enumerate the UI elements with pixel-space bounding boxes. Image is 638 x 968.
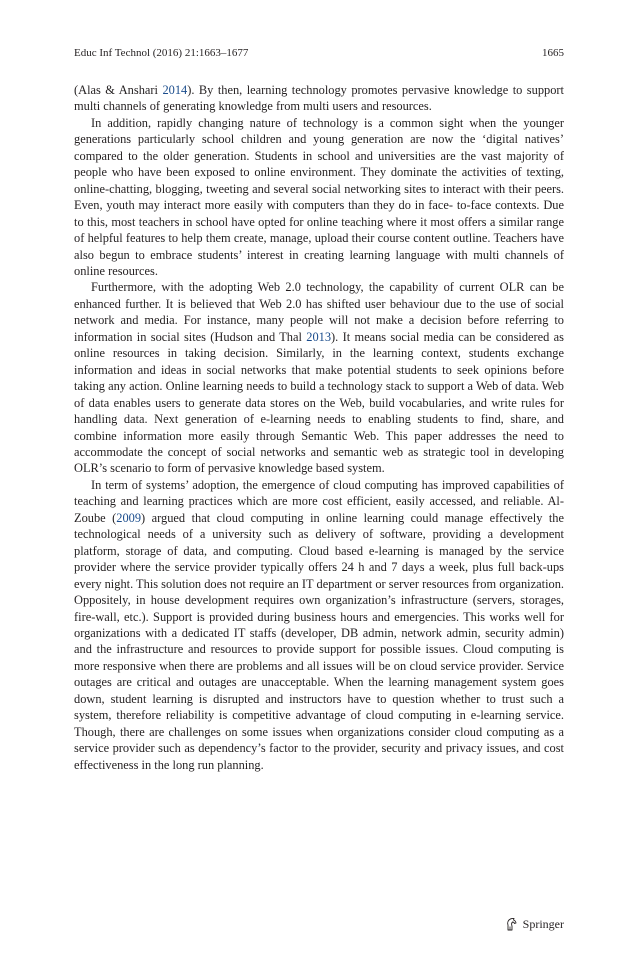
springer-horse-icon bbox=[505, 917, 518, 931]
citation-link[interactable]: 2013 bbox=[306, 329, 332, 344]
paragraph-text: (Alas & Anshari bbox=[74, 83, 163, 97]
paragraph bbox=[74, 115, 564, 280]
paragraph bbox=[74, 279, 564, 476]
publisher-name: Springer bbox=[522, 916, 564, 931]
page-number: 1665 bbox=[542, 47, 564, 59]
paragraph-text: Furthermore, with the adopting Web 2.0 technology, the capability of current OLR can be enhanced further. It is believed that Web 2.0 has shifted user behaviour due to the use of social network and media. For instance, many people will not make a decision before referring to information in social sites (Hudson and Thal bbox=[74, 280, 564, 344]
paragraph-text: In term of systems’ adoption, the emergence of cloud computing has improved capabilities of teaching and learning practices which are more cost efficient, easily accessed, and reliable. Al-Zoube ( bbox=[74, 477, 564, 525]
paragraph bbox=[74, 82, 564, 115]
publisher-logo bbox=[505, 915, 564, 933]
paragraph-text: ). By then, learning technology promotes pervasive knowledge to support multi channels of generating knowledge from multi users and resources. bbox=[74, 83, 564, 114]
body-text bbox=[74, 82, 564, 773]
paragraph bbox=[74, 477, 564, 773]
citation-link[interactable]: 2009 bbox=[116, 510, 142, 525]
paragraph-text: ) argued that cloud computing in online learning could manage effectively the technological needs of a university such as delivery of software, providing a development platform, storage of data, and computing. Cloud based e-learning is managed by the service provider where the service provider typically offers 24 h and 7 days a week, plus full back-ups every night. This solution does not require an IT department or server resources from organization. Oppositely, in house development requires own organization’s infrastructure (servers, storages, fire-wall, etc.). Support is provided during business hours and emergencies. This works well for organizations with a dedicated IT staffs (developer, DB admin, network admin, security admin) and the infrastructure and resources to provide support for possible issues. Cloud computing is more responsive when there are problems and all issues will be on cloud service provider. Service outages are critical and outages are unacceptable. When the learning management system goes down, student learning is disrupted and instructors have to question whether to trust such a system, therefore reliability is competitive advantage of cloud computing in e-learning service. Though, there are challenges on some issues when organizations consider cloud computing as a service provider such as dependency’s factor to the provider, security and privacy issues, and cost effectiveness in the long run planning. bbox=[74, 510, 564, 772]
paragraph-text: In addition, rapidly changing nature of technology is a common sight when the younger generations particularly school children and young generation are now the ‘digital natives’ compared to the older generation. Students in school and universities are the vast majority of people who have been exposed to online environment. They dominate the activities of texting, online-chatting, blogging, tweeting and several social networking sites to interact with their peers. Even, youth may interact more easily with computers than they do in face- to-face contexts. Due to this, most teachers in school have opted for online teaching where it most offers a similar range of helpful features to help them create, manage, upload their course content outline. Teachers have also begun to embrace students’ interest in creating learning language with multi channels of online resources. bbox=[74, 115, 564, 278]
paragraph-text: ). It means social media can be considered as online resources in taking decision. Similarly, in the learning context, students exchange information and ideas in social networks that make potential students to seek opinions before taking any action. Online learning needs to build a technology stack to support a Web of data. Web of data enables users to generate data stores on the Web, build vocabularies, and write rules for handling data. Next generation of e-learning needs to enabling students to find, share, and combine information more easily through Semantic Web. This paper addresses the need to accommodate the concept of social networks and semantic web as strategic tool in developing OLR’s scenario to form of pervasive knowledge based system. bbox=[74, 329, 564, 476]
journal-citation: Educ Inf Technol (2016) 21:1663–1677 bbox=[74, 47, 249, 59]
citation-link[interactable]: 2014 bbox=[162, 83, 188, 97]
